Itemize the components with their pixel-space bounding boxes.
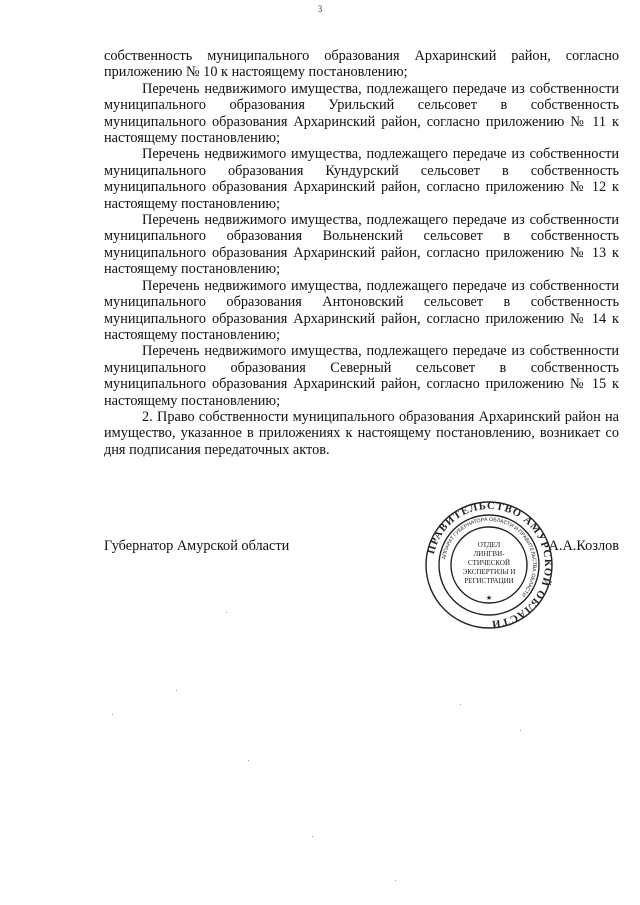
paragraph-7: 2. Право собственности муниципального образования Архаринский район на имущество, указанное в приложениях к настоящему постановлению, возникает со дня подписания передаточных актов. bbox=[104, 408, 619, 458]
svg-text:ОТДЕЛ: ОТДЕЛ bbox=[477, 541, 501, 549]
seal-center-text bbox=[463, 541, 516, 585]
svg-text:РЕГИСТРАЦИИ: РЕГИСТРАЦИИ bbox=[464, 577, 514, 585]
document-body bbox=[104, 48, 619, 458]
svg-text:ЭКСПЕРТИЗЫ И: ЭКСПЕРТИЗЫ И bbox=[462, 568, 516, 576]
paragraph-6: Перечень недвижимого имущества, подлежащего передаче из собственности муниципального образования Северный сельсовет в собственность муниципального образования Архаринский район, согласно приложению № 15 к настоящему постановлению; bbox=[104, 343, 619, 409]
paragraph-1: собственность муниципального образования Архаринский район, согласно приложению № 10 к настоящему постановлению; bbox=[104, 48, 619, 81]
paragraph-3: Перечень недвижимого имущества, подлежащего передаче из собственности муниципального образования Кундурский сельсовет в собственность муниципального образования Архаринский район, согласно приложению № 12 к настоящему постановлению; bbox=[104, 146, 619, 212]
signatory-name: А.А.Козлов bbox=[548, 538, 619, 554]
official-seal bbox=[424, 500, 554, 630]
paragraph-2: Перечень недвижимого имущества, подлежащего передаче из собственности муниципального образования Урильский сельсовет в собственность муниципального образования Архаринский район, согласно приложению № 11 к настоящему постановлению; bbox=[104, 80, 619, 147]
seal-inner-text: АППАРАТ ГУБЕРНАТОРА ОБЛАСТИ И ПРАВИТЕЛЬСТВА ОБЛАСТИ bbox=[441, 516, 538, 598]
signatory-title: Губернатор Амурской области bbox=[104, 538, 290, 554]
seal-outer-text: ПРАВИТЕЛЬСТВО АМУРСКОЙ ОБЛАСТИ bbox=[426, 500, 554, 630]
page-number: 3 bbox=[317, 4, 323, 14]
svg-text:СТИЧЕСКОЙ: СТИЧЕСКОЙ bbox=[467, 559, 511, 567]
paragraph-4: Перечень недвижимого имущества, подлежащего передаче из собственности муниципального образования Вольненский сельсовет в собственность муниципального образования Архаринский район, согласно приложению № 13 к настоящему постановлению; bbox=[104, 212, 619, 278]
svg-text:ЛИНГВИ-: ЛИНГВИ- bbox=[473, 550, 505, 558]
seal-star-icon: ★ bbox=[485, 594, 493, 602]
paragraph-5: Перечень недвижимого имущества, подлежащего передаче из собственности муниципального образования Антоновский сельсовет в собственность муниципального образования Архаринский район, согласно приложению № 14 к настоящему постановлению; bbox=[104, 277, 619, 343]
